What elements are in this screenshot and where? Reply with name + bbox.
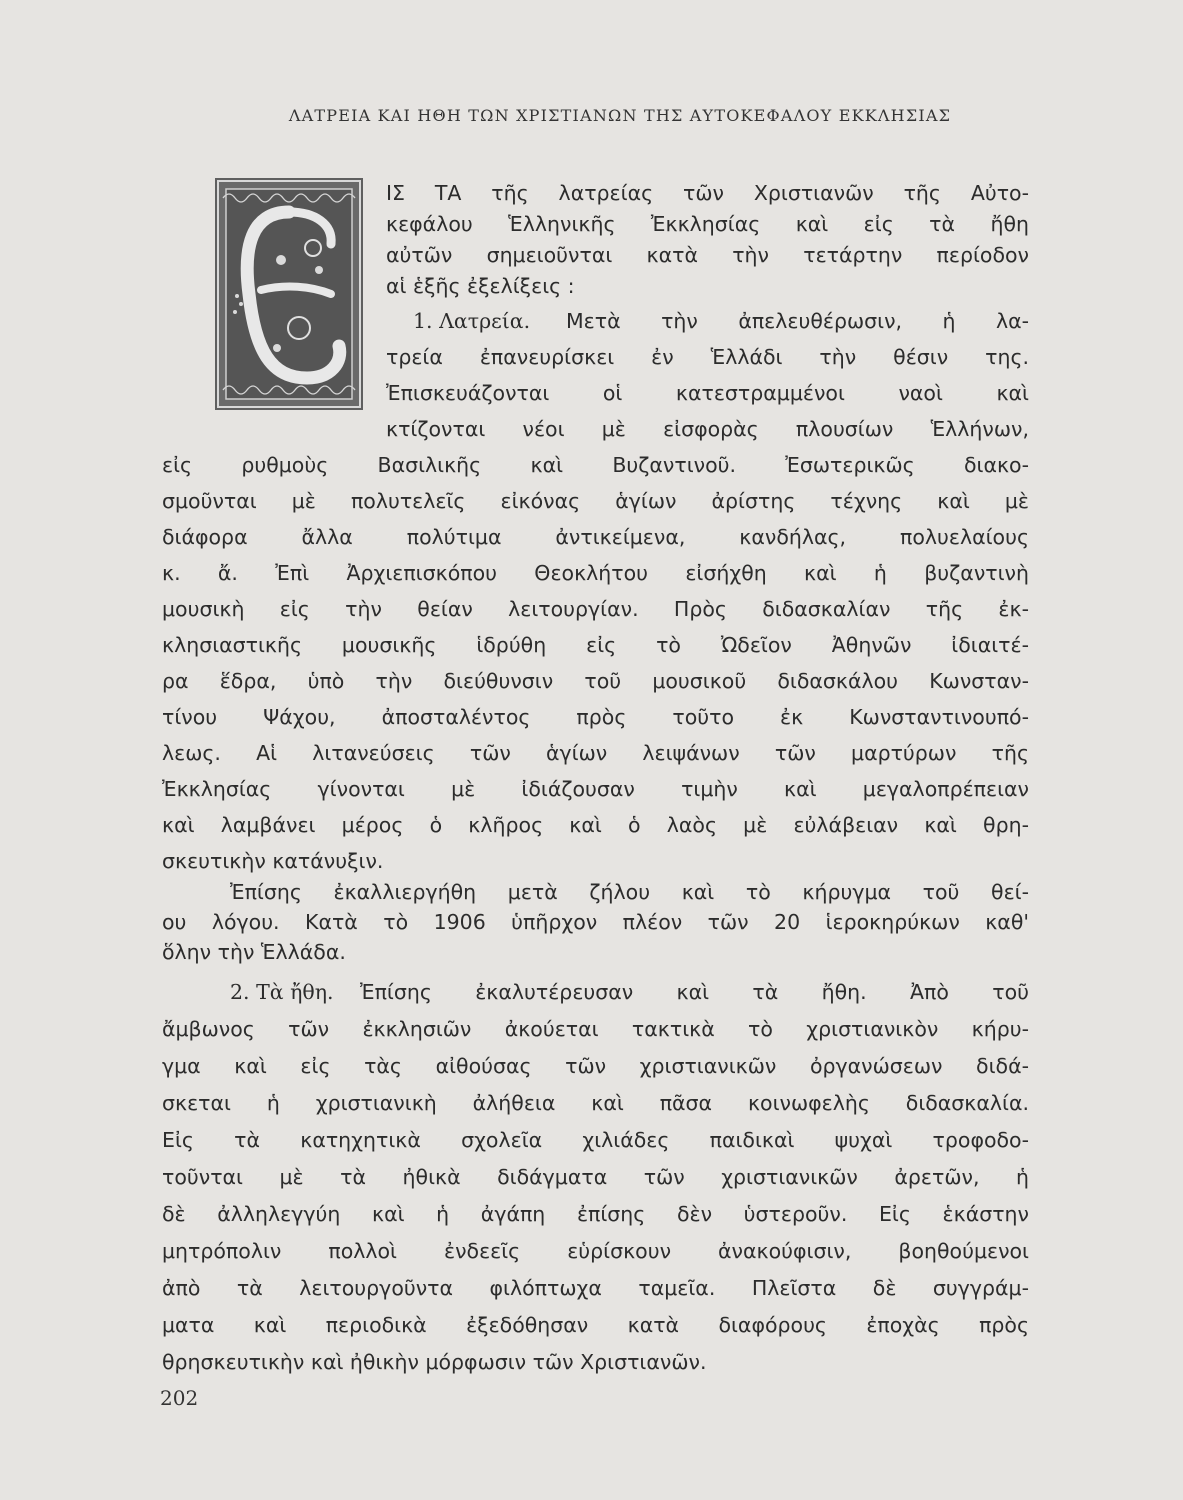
paragraph-line: ου λόγου. Κατὰ τὸ 1906 ὑπῆρχον πλέον τῶν 20 ἱεροκηρύκων καθ' xyxy=(162,910,1029,934)
paragraph-line: ἄμβωνος τῶν ἐκκλησιῶν ἀκούεται τακτικὰ τὸ χριστιανικὸν κήρυ- xyxy=(162,1017,1029,1041)
paragraph-line: Ἐπίσης ἐκαλυτέρευσαν καὶ τὰ ἤθη. Ἀπὸ τοῦ xyxy=(360,980,1029,1004)
page-number: 202 xyxy=(160,1386,199,1410)
section-heading-morals: 2. Τὰ ἤθη. xyxy=(230,980,334,1004)
paragraph-line: γμα καὶ εἰς τὰς αἰθούσας τῶν χριστιανικῶν ὀργανώσεων διδά- xyxy=(162,1054,1029,1078)
paragraph-line: Μετὰ τὴν ἀπελευθέρωσιν, ἡ λα- xyxy=(566,309,1029,333)
paragraph-line: Ἐπίσης ἐκαλλιεργήθη μετὰ ζήλου καὶ τὸ κήρυγμα τοῦ θεί- xyxy=(230,880,1029,904)
paragraph-line: κ. ἄ. Ἐπὶ Ἀρχιεπισκόπου Θεοκλήτου εἰσήχθη καὶ ἡ βυζαντινὴ xyxy=(162,561,1029,585)
paragraph-line: τοῦνται μὲ τὰ ἠθικὰ διδάγματα τῶν χριστιανικῶν ἀρετῶν, ἡ xyxy=(162,1165,1029,1189)
intro-line: αἱ ἑξῆς ἐξελίξεις : xyxy=(386,274,575,298)
paragraph-line: τίνου Ψάχου, ἀποσταλέντος πρὸς τοῦτο ἐκ Κωνσταντινουπό- xyxy=(162,705,1029,729)
paragraph-line: σμοῦνται μὲ πολυτελεῖς εἰκόνας ἁγίων ἀρίστης τέχνης καὶ μὲ xyxy=(162,489,1029,513)
paragraph-line: δὲ ἀλληλεγγύη καὶ ἡ ἀγάπη ἐπίσης δὲν ὑστεροῦν. Εἰς ἑκάστην xyxy=(162,1202,1029,1226)
paragraph-line: διάφορα ἄλλα πολύτιμα ἀντικείμενα, κανδήλας, πολυελαίους xyxy=(162,525,1029,549)
paragraph-line: ὅλην τὴν Ἑλλάδα. xyxy=(162,940,346,964)
paragraph-line: Εἰς τὰ κατηχητικὰ σχολεῖα χιλιάδες παιδικαὶ ψυχαὶ τροφοδο- xyxy=(162,1128,1029,1152)
paragraph-line: σκεται ἡ χριστιανικὴ ἀλήθεια καὶ πᾶσα κοινωφελὴς διδασκαλία. xyxy=(162,1091,1029,1115)
paragraph-line: Ἐκκλησίας γίνονται μὲ ἰδιάζουσαν τιμὴν καὶ μεγαλοπρέπειαν xyxy=(162,777,1029,801)
running-header: ΛΑΤΡΕΙΑ ΚΑΙ ΗΘΗ ΤΩΝ ΧΡΙΣΤΙΑΝΩΝ ΤΗΣ ΑΥΤΟΚΕΦΑΛΟΥ ΕΚΚΛΗΣΙΑΣ xyxy=(288,106,952,125)
paragraph-line: τρεία ἐπανευρίσκει ἐν Ἑλλάδι τὴν θέσιν της. xyxy=(386,345,1029,369)
paragraph-line: εἰς ρυθμοὺς Βασιλικῆς καὶ Βυζαντινοῦ. Ἐσωτερικῶς διακο- xyxy=(162,453,1029,477)
section-heading-worship: 1. Λατρεία. xyxy=(413,309,531,333)
intro-line: ΙΣ ΤΑ τῆς λατρείας τῶν Χριστιανῶν τῆς Αὐτο- xyxy=(386,181,1029,205)
paragraph-line: κτίζονται νέοι μὲ εἰσφορὰς πλουσίων Ἑλλήνων, xyxy=(386,417,1029,441)
paragraph-line: Ἐπισκευάζονται οἱ κατεστραμμένοι ναοὶ καὶ xyxy=(386,381,1029,405)
paragraph-line: θρησκευτικὴν καὶ ἠθικὴν μόρφωσιν τῶν Χριστιανῶν. xyxy=(162,1350,707,1374)
ornamental-initial-letter xyxy=(215,178,363,410)
paragraph-line: καὶ λαμβάνει μέρος ὁ κλῆρος καὶ ὁ λαὸς μὲ εὐλάβειαν καὶ θρη- xyxy=(162,813,1029,837)
paragraph-line: μουσικὴ εἰς τὴν θείαν λειτουργίαν. Πρὸς διδασκαλίαν τῆς ἐκ- xyxy=(162,597,1029,621)
intro-line: κεφάλου Ἑλληνικῆς Ἐκκλησίας καὶ εἰς τὰ ἤθη xyxy=(386,212,1029,236)
paragraph-line: λεως. Αἱ λιτανεύσεις τῶν ἁγίων λειψάνων τῶν μαρτύρων τῆς xyxy=(162,741,1029,765)
paragraph-line: ἀπὸ τὰ λειτουργοῦντα φιλόπτωχα ταμεῖα. Πλεῖστα δὲ συγγράμ- xyxy=(162,1276,1029,1300)
intro-line: αὐτῶν σημειοῦνται κατὰ τὴν τετάρτην περίοδον xyxy=(386,243,1029,267)
paragraph-line: σκευτικὴν κατάνυξιν. xyxy=(162,849,384,873)
paragraph-line: μητρόπολιν πολλοὶ ἐνδεεῖς εὑρίσκουν ἀνακούφισιν, βοηθούμενοι xyxy=(162,1239,1029,1263)
paragraph-line: ματα καὶ περιοδικὰ ἐξεδόθησαν κατὰ διαφόρους ἐποχὰς πρὸς xyxy=(162,1313,1029,1337)
ornament-icon xyxy=(215,178,363,410)
paragraph-line: ρα ἕδρα, ὑπὸ τὴν διεύθυνσιν τοῦ μουσικοῦ διδασκάλου Κωνσταν- xyxy=(162,669,1029,693)
paragraph-line: κλησιαστικῆς μουσικῆς ἱδρύθη εἰς τὸ Ὠδεῖον Ἀθηνῶν ἰδιαιτέ- xyxy=(162,633,1029,657)
